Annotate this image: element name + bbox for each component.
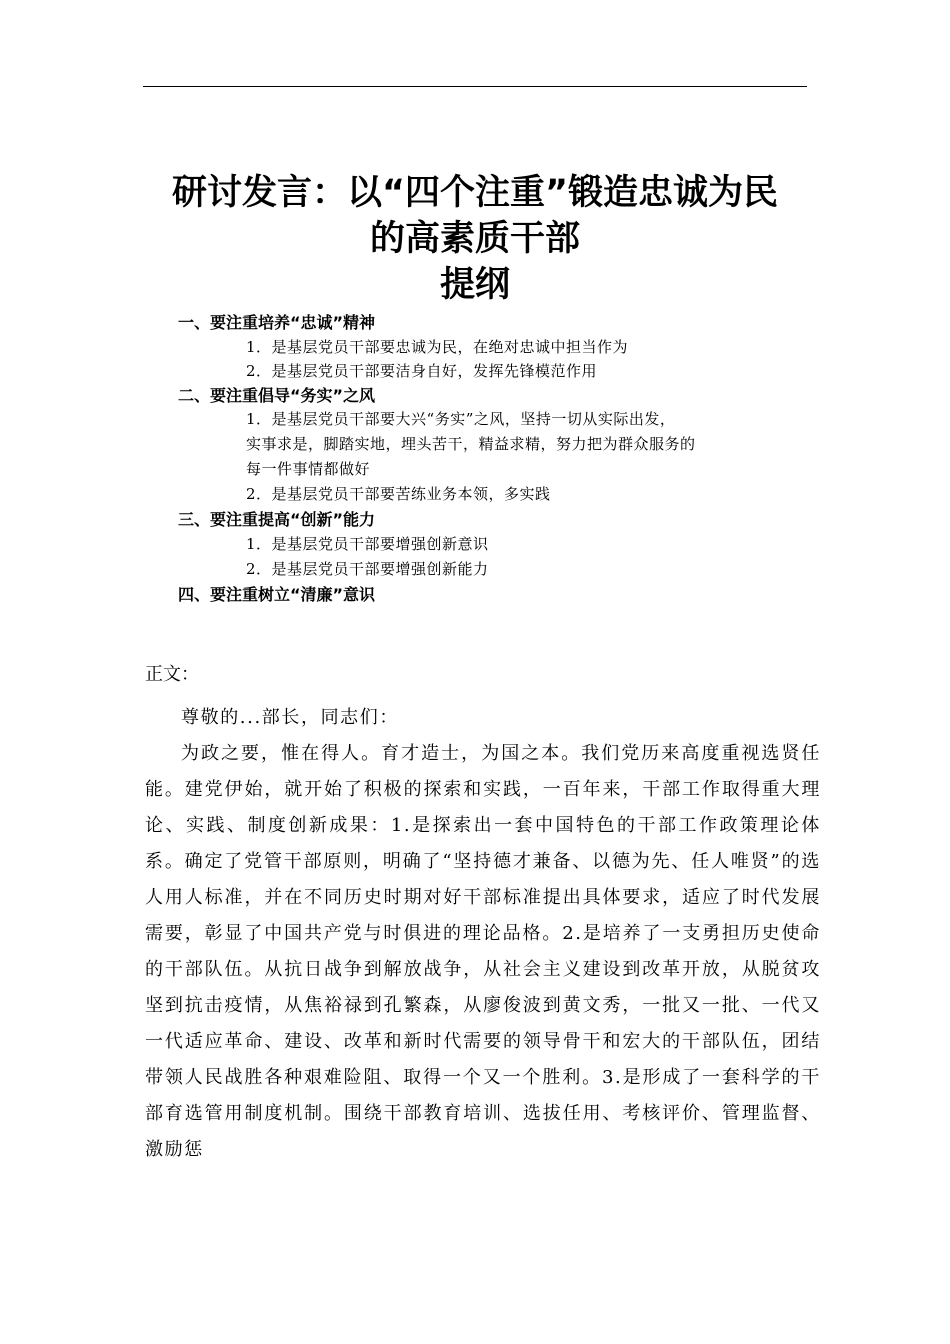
greeting: 尊敬的...部长，同志们： (181, 707, 399, 728)
header-rule (143, 86, 807, 87)
outline-section-3: 三、要注重提高“创新”能力 (178, 510, 376, 529)
outline-item-1-1: 1．是基层党员干部要忠诚为民，在绝对忠诚中担当作为 (246, 338, 629, 356)
outline-item-3-1: 1．是基层党员干部要增强创新意识 (246, 535, 489, 553)
outline-section-4: 四、要注重树立“清廉”意识 (178, 585, 376, 604)
outline-item-3-2: 2．是基层党员干部要增强创新能力 (246, 560, 489, 578)
paragraph-1: 为政之要，惟在得人。育才造士，为国之本。我们党历来高度重视选贤任能。建党伊始，就开始了积极的探索和实践，一百年来，干部工作取得重大理论、实践、制度创新成果：1.是探索出一套中国特色的干部工作政策理论体系。确定了党管干部原则，明确了“坚持德才兼备、以德为先、任人唯贤”的选人用人标准，并在不同历史时期对好干部标准提出具体要求，适应了时代发展需要，彰显了中国共产党与时俱进的理论品格。2.是培养了一支勇担历史使命的干部队伍。从抗日战争到解放战争，从社会主义建设到改革开放，从脱贫攻坚到抗击疫情，从焦裕禄到孔繁森，从廖俊波到黄文秀，一批又一批、一代又一代适应革命、建设、改革和新时代需要的领导骨干和宏大的干部队伍，团结带领人民战胜各种艰难险阻、取得一个又一个胜利。3.是形成了一套科学的干部育选管用制度机制。围绕干部教育培训、选拔任用、考核评价、管理监督、激励惩 (145, 743, 821, 1160)
body-label: 正文： (145, 664, 199, 685)
outline-section-2: 二、要注重倡导“务实”之风 (178, 386, 376, 405)
document-title (143, 170, 807, 308)
outline-item-1-2: 2．是基层党员干部要洁身自好，发挥先锋模范作用 (246, 362, 598, 380)
outline-item-2-1-line-1: 1．是基层党员干部要大兴“务实”之风，坚持一切从实际出发， (246, 410, 676, 428)
outline-section-1: 一、要注重培养“忠诚”精神 (178, 313, 376, 332)
outline-item-2-1-line-3: 每一件事情都做好 (246, 460, 371, 478)
title-line-2: 的高素质干部 (369, 219, 580, 259)
title-line-3: 提纲 (439, 265, 510, 305)
outline-item-2-1-line-2: 实事求是，脚踏实地，埋头苦干，精益求精，努力把为群众服务的 (246, 435, 696, 453)
body-text (145, 700, 821, 1168)
outline-item-2-2: 2．是基层党员干部要苦练业务本领，多实践 (246, 485, 551, 503)
title-line-1: 研讨发言：以“四个注重”锻造忠诚为民 (171, 173, 778, 213)
